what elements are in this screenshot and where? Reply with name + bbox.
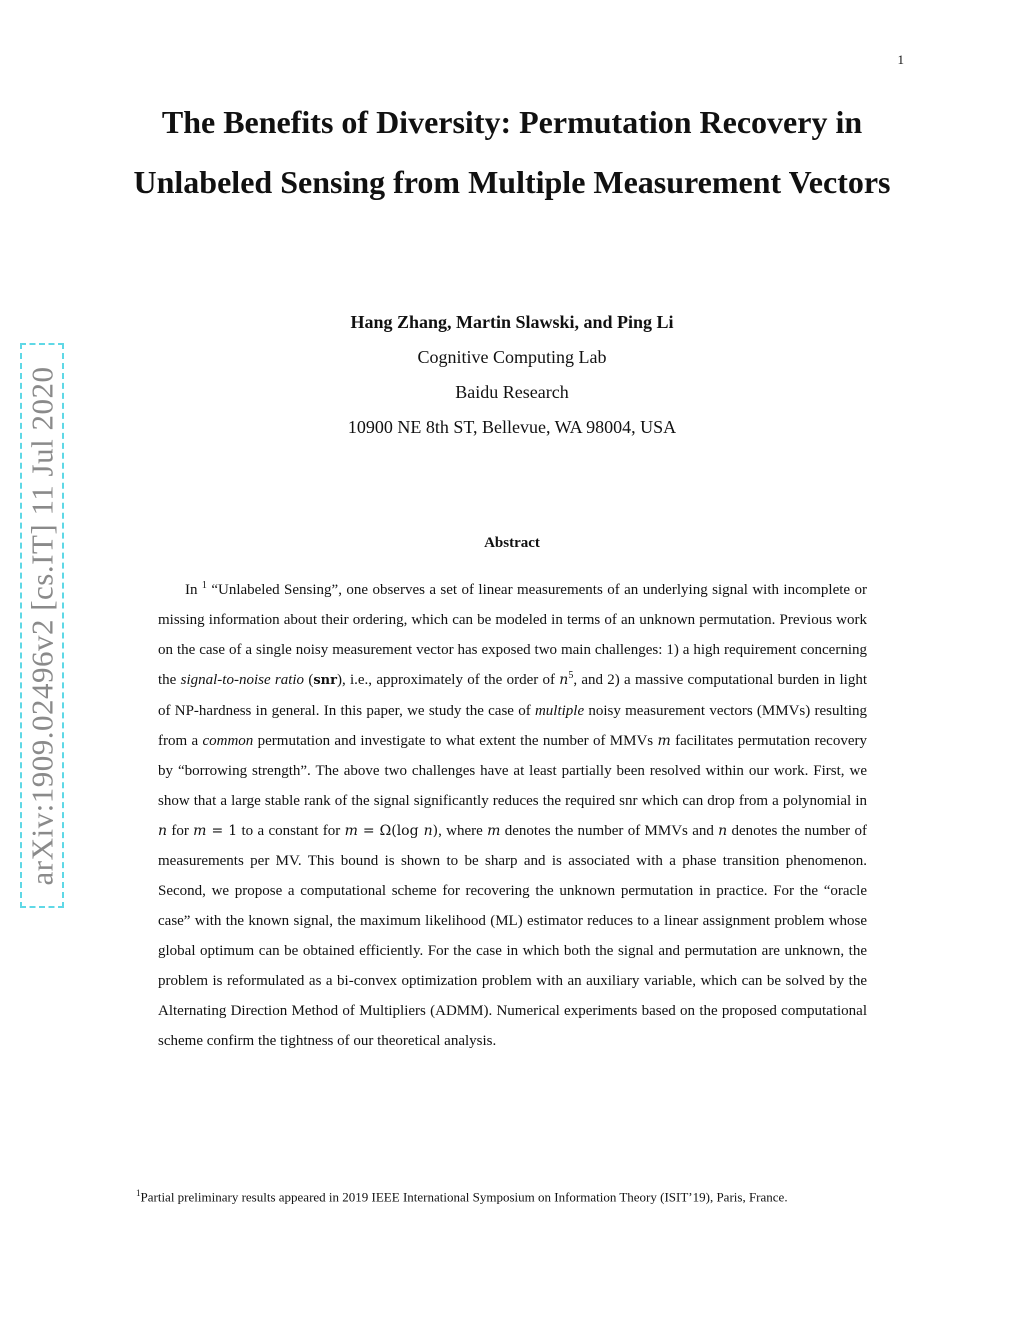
affiliation-org: Baidu Research	[455, 382, 569, 402]
author-list: Hang Zhang, Martin Slawski, and Ping Li	[350, 312, 674, 332]
affiliation-lab: Cognitive Computing Lab	[417, 347, 607, 367]
emphasis-common: common	[202, 733, 254, 749]
affiliation-address: 10900 NE 8th ST, Bellevue, WA 98004, USA	[347, 417, 677, 437]
abstract-heading: Abstract	[484, 535, 540, 551]
footnote-marker: 1	[201, 580, 207, 591]
abstract-body: In $^1$ “Unlabeled Sensing”, one observes a set of linear measurements of an underlying signal with incomplete or missing information about their ordering, which can be modeled in terms of an unknown permutation. Previous work on the case of a single noisy measurement vector has exposed two main challenges: 1) a high requirement concerning the signal-to-noise ratio (snr), i.e., approximately of the order of $n^5$, and 2) a massive computational burden in light of NP-hardness in general. In this paper, we study the case of multiple noisy measurement vectors (MMVs) resulting from a common permutation and investigate to what extent the number of MMVs m facilitates permutation recovery by “borrowing strength”. The above two challenges have at least partially been resolved within our work. First, we show that a large stable rank of the signal significantly reduces the required snr which can drop from a polynomial in n for m = 1 to a constant for m = Ω(log n), where m denotes the number of MMVs and n denotes the number of measurements per MV. This bound is shown to be sharp and is associated with a phase transition phenomenon. Second, we propose a computational scheme for recovering the unknown permutation in practice. For the “oracle case” with the known signal, the maximum likelihood (ML) estimator reduces to a linear assignment problem whose global optimum can be obtained efficiently. For the case in which both the signal and permutation are unknown, the problem is reformulated as a bi-convex optimization problem with an auxiliary variable, which can be solved by the Alternating Direction Method of Multipliers (ADMM). Numerical experiments based on the proposed computational scheme confirm the tightness of our theoretical analysis.	[158, 580, 868, 1049]
snr-term: signal-to-noise ratio	[180, 672, 305, 688]
footnote-text: Partial preliminary results appeared in 2019 IEEE International Symposium on Information Theory (ISIT’19), Paris, France.	[140, 1189, 788, 1205]
snr-abbreviation: snr	[313, 673, 337, 688]
page-number: 1	[897, 52, 904, 67]
arxiv-identifier: arXiv:1909.02496v2 [cs.IT] 11 Jul 2020	[24, 366, 60, 885]
footnote-number: 1	[136, 1188, 141, 1198]
footnote	[136, 1188, 936, 1205]
emphasis-multiple: multiple	[534, 703, 585, 719]
arxiv-sidebar-stamp	[20, 343, 64, 908]
paper-title: The Benefits of Diversity: Permutation Recovery in Unlabeled Sensing from Multiple Measurement Vectors	[133, 104, 891, 200]
